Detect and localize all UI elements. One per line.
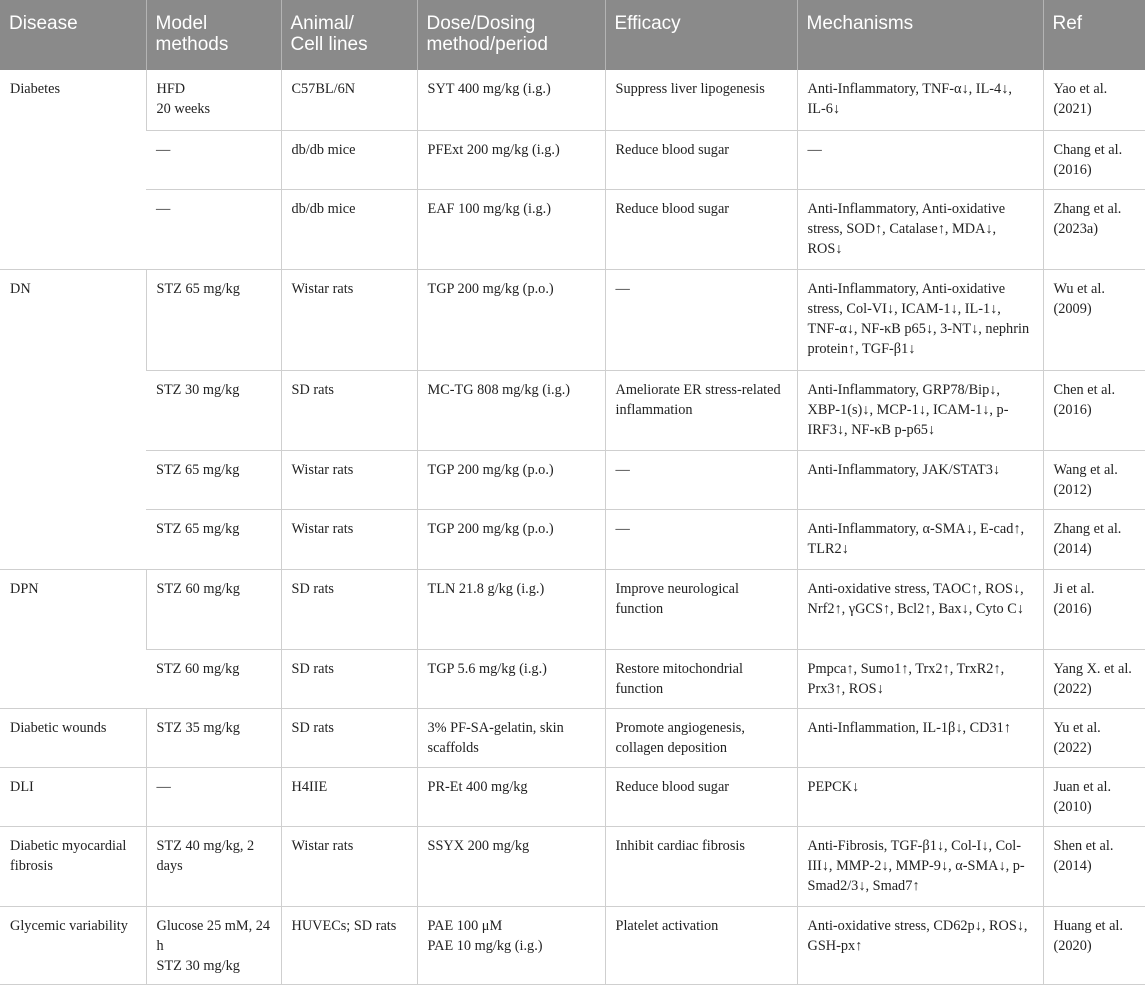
efficacy-cell: Ameliorate ER stress-related inflammation bbox=[605, 370, 797, 450]
efficacy-cell: Improve neurological function bbox=[605, 569, 797, 649]
efficacy-cell: — bbox=[605, 509, 797, 569]
model-cell: STZ 65 mg/kg bbox=[146, 450, 281, 509]
table-row bbox=[0, 370, 1145, 450]
model-cell: STZ 35 mg/kg bbox=[146, 708, 281, 767]
efficacy-cell: Restore mitochondrial function bbox=[605, 649, 797, 708]
dose-cell: TGP 200 mg/kg (p.o.) bbox=[417, 269, 605, 370]
animal-cell: Wistar rats bbox=[281, 269, 417, 370]
mechanisms-cell: Anti-Inflammatory, TNF-α↓, IL-4↓, IL-6↓ bbox=[797, 70, 1043, 130]
mechanisms-cell: Anti-Inflammatory, Anti-oxidative stress, SOD↑, Catalase↑, MDA↓, ROS↓ bbox=[797, 189, 1043, 269]
model-cell: STZ 30 mg/kg bbox=[146, 370, 281, 450]
efficacy-cell: Reduce blood sugar bbox=[605, 189, 797, 269]
mechanisms-cell: Anti-oxidative stress, CD62p↓, ROS↓, GSH-px↑ bbox=[797, 906, 1043, 984]
table-row bbox=[0, 450, 1145, 509]
model-cell: STZ 65 mg/kg bbox=[146, 269, 281, 370]
ref-cell: Wang et al. (2012) bbox=[1043, 450, 1145, 509]
animal-cell: SD rats bbox=[281, 708, 417, 767]
animal-cell: SD rats bbox=[281, 569, 417, 649]
efficacy-cell: Reduce blood sugar bbox=[605, 767, 797, 826]
mechanisms-cell: — bbox=[797, 130, 1043, 189]
dose-cell: SYT 400 mg/kg (i.g.) bbox=[417, 70, 605, 130]
table-row bbox=[0, 269, 1145, 370]
dose-cell: 3% PF-SA-gelatin, skin scaffolds bbox=[417, 708, 605, 767]
dose-cell: PFExt 200 mg/kg (i.g.) bbox=[417, 130, 605, 189]
animal-cell: C57BL/6N bbox=[281, 70, 417, 130]
disease-cell: Diabetic myocardial fibrosis bbox=[0, 826, 146, 906]
model-cell: STZ 65 mg/kg bbox=[146, 509, 281, 569]
mechanisms-cell: PEPCK↓ bbox=[797, 767, 1043, 826]
ref-cell: Wu et al. (2009) bbox=[1043, 269, 1145, 370]
animal-cell: SD rats bbox=[281, 649, 417, 708]
model-cell: Glucose 25 mM, 24 h STZ 30 mg/kg bbox=[146, 906, 281, 984]
table-row bbox=[0, 130, 1145, 189]
header-ref: Ref bbox=[1043, 0, 1145, 70]
table-row bbox=[0, 509, 1145, 569]
ref-cell: Chen et al. (2016) bbox=[1043, 370, 1145, 450]
table-row bbox=[0, 569, 1145, 649]
dose-cell: SSYX 200 mg/kg bbox=[417, 826, 605, 906]
mechanisms-cell: Anti-Inflammatory, α-SMA↓, E-cad↑, TLR2↓ bbox=[797, 509, 1043, 569]
header-disease: Disease bbox=[0, 0, 146, 70]
model-cell: — bbox=[146, 767, 281, 826]
ref-cell: Yu et al. (2022) bbox=[1043, 708, 1145, 767]
table-row bbox=[0, 708, 1145, 767]
dose-cell: TLN 21.8 g/kg (i.g.) bbox=[417, 569, 605, 649]
model-cell: STZ 60 mg/kg bbox=[146, 649, 281, 708]
header-dose: Dose/Dosing method/period bbox=[417, 0, 605, 70]
mechanisms-cell: Anti-oxidative stress, TAOC↑, ROS↓, Nrf2↑, γGCS↑, Bcl2↑, Bax↓, Cyto C↓ bbox=[797, 569, 1043, 649]
model-cell: STZ 40 mg/kg, 2 days bbox=[146, 826, 281, 906]
dose-cell: EAF 100 mg/kg (i.g.) bbox=[417, 189, 605, 269]
dose-cell: MC-TG 808 mg/kg (i.g.) bbox=[417, 370, 605, 450]
efficacy-cell: — bbox=[605, 269, 797, 370]
mechanisms-cell: Anti-Fibrosis, TGF-β1↓, Col-I↓, Col-III↓, MMP-2↓, MMP-9↓, α-SMA↓, p-Smad2/3↓, Smad7↑ bbox=[797, 826, 1043, 906]
efficacy-cell: Inhibit cardiac fibrosis bbox=[605, 826, 797, 906]
table-row bbox=[0, 70, 1145, 130]
efficacy-cell: Promote angiogenesis, collagen deposition bbox=[605, 708, 797, 767]
animal-cell: H4IIE bbox=[281, 767, 417, 826]
ref-cell: Shen et al. (2014) bbox=[1043, 826, 1145, 906]
dose-cell: PR-Et 400 mg/kg bbox=[417, 767, 605, 826]
efficacy-cell: — bbox=[605, 450, 797, 509]
table-row bbox=[0, 767, 1145, 826]
ref-cell: Yang X. et al. (2022) bbox=[1043, 649, 1145, 708]
animal-cell: Wistar rats bbox=[281, 450, 417, 509]
dose-cell: PAE 100 μM PAE 10 mg/kg (i.g.) bbox=[417, 906, 605, 984]
dose-cell: TGP 200 mg/kg (p.o.) bbox=[417, 450, 605, 509]
efficacy-cell: Platelet activation bbox=[605, 906, 797, 984]
ref-cell: Yao et al. (2021) bbox=[1043, 70, 1145, 130]
efficacy-cell: Reduce blood sugar bbox=[605, 130, 797, 189]
mechanisms-cell: Anti-Inflammatory, GRP78/Bip↓, XBP-1(s)↓, MCP-1↓, ICAM-1↓, p-IRF3↓, NF-κB p-p65↓ bbox=[797, 370, 1043, 450]
disease-cell: Glycemic variability bbox=[0, 906, 146, 984]
disease-cell: Diabetic wounds bbox=[0, 708, 146, 767]
model-cell: STZ 60 mg/kg bbox=[146, 569, 281, 649]
model-cell: — bbox=[146, 130, 281, 189]
mechanisms-cell: Pmpca↑, Sumo1↑, Trx2↑, TrxR2↑, Prx3↑, ROS↓ bbox=[797, 649, 1043, 708]
ref-cell: Zhang et al. (2023a) bbox=[1043, 189, 1145, 269]
animal-cell: HUVECs; SD rats bbox=[281, 906, 417, 984]
model-cell: HFD 20 weeks bbox=[146, 70, 281, 130]
animal-cell: Wistar rats bbox=[281, 826, 417, 906]
header-model-methods: Model methods bbox=[146, 0, 281, 70]
dose-cell: TGP 200 mg/kg (p.o.) bbox=[417, 509, 605, 569]
disease-cell: DPN bbox=[0, 569, 146, 708]
ref-cell: Chang et al. (2016) bbox=[1043, 130, 1145, 189]
ref-cell: Juan et al. (2010) bbox=[1043, 767, 1145, 826]
dose-cell: TGP 5.6 mg/kg (i.g.) bbox=[417, 649, 605, 708]
table-row bbox=[0, 649, 1145, 708]
efficacy-cell: Suppress liver lipogenesis bbox=[605, 70, 797, 130]
mechanisms-cell: Anti-Inflammation, IL-1β↓, CD31↑ bbox=[797, 708, 1043, 767]
animal-cell: SD rats bbox=[281, 370, 417, 450]
ref-cell: Ji et al. (2016) bbox=[1043, 569, 1145, 649]
animal-cell: db/db mice bbox=[281, 189, 417, 269]
table-row bbox=[0, 906, 1145, 984]
table-row bbox=[0, 826, 1145, 906]
mechanisms-cell: Anti-Inflammatory, JAK/STAT3↓ bbox=[797, 450, 1043, 509]
animal-cell: Wistar rats bbox=[281, 509, 417, 569]
disease-cell: DLI bbox=[0, 767, 146, 826]
header-efficacy: Efficacy bbox=[605, 0, 797, 70]
disease-cell: Diabetes bbox=[0, 70, 146, 269]
header-row bbox=[0, 0, 1145, 70]
animal-cell: db/db mice bbox=[281, 130, 417, 189]
table-row bbox=[0, 189, 1145, 269]
ref-cell: Zhang et al. (2014) bbox=[1043, 509, 1145, 569]
disease-cell: DN bbox=[0, 269, 146, 569]
mechanisms-cell: Anti-Inflammatory, Anti-oxidative stress, Col-VI↓, ICAM-1↓, IL-1↓, TNF-α↓, NF-κB p65↓, 3-NT↓, nephrin protein↑, TGF-β1↓ bbox=[797, 269, 1043, 370]
ref-cell: Huang et al. (2020) bbox=[1043, 906, 1145, 984]
model-cell: — bbox=[146, 189, 281, 269]
header-animal-cell-lines: Animal/ Cell lines bbox=[281, 0, 417, 70]
header-mechanisms: Mechanisms bbox=[797, 0, 1043, 70]
